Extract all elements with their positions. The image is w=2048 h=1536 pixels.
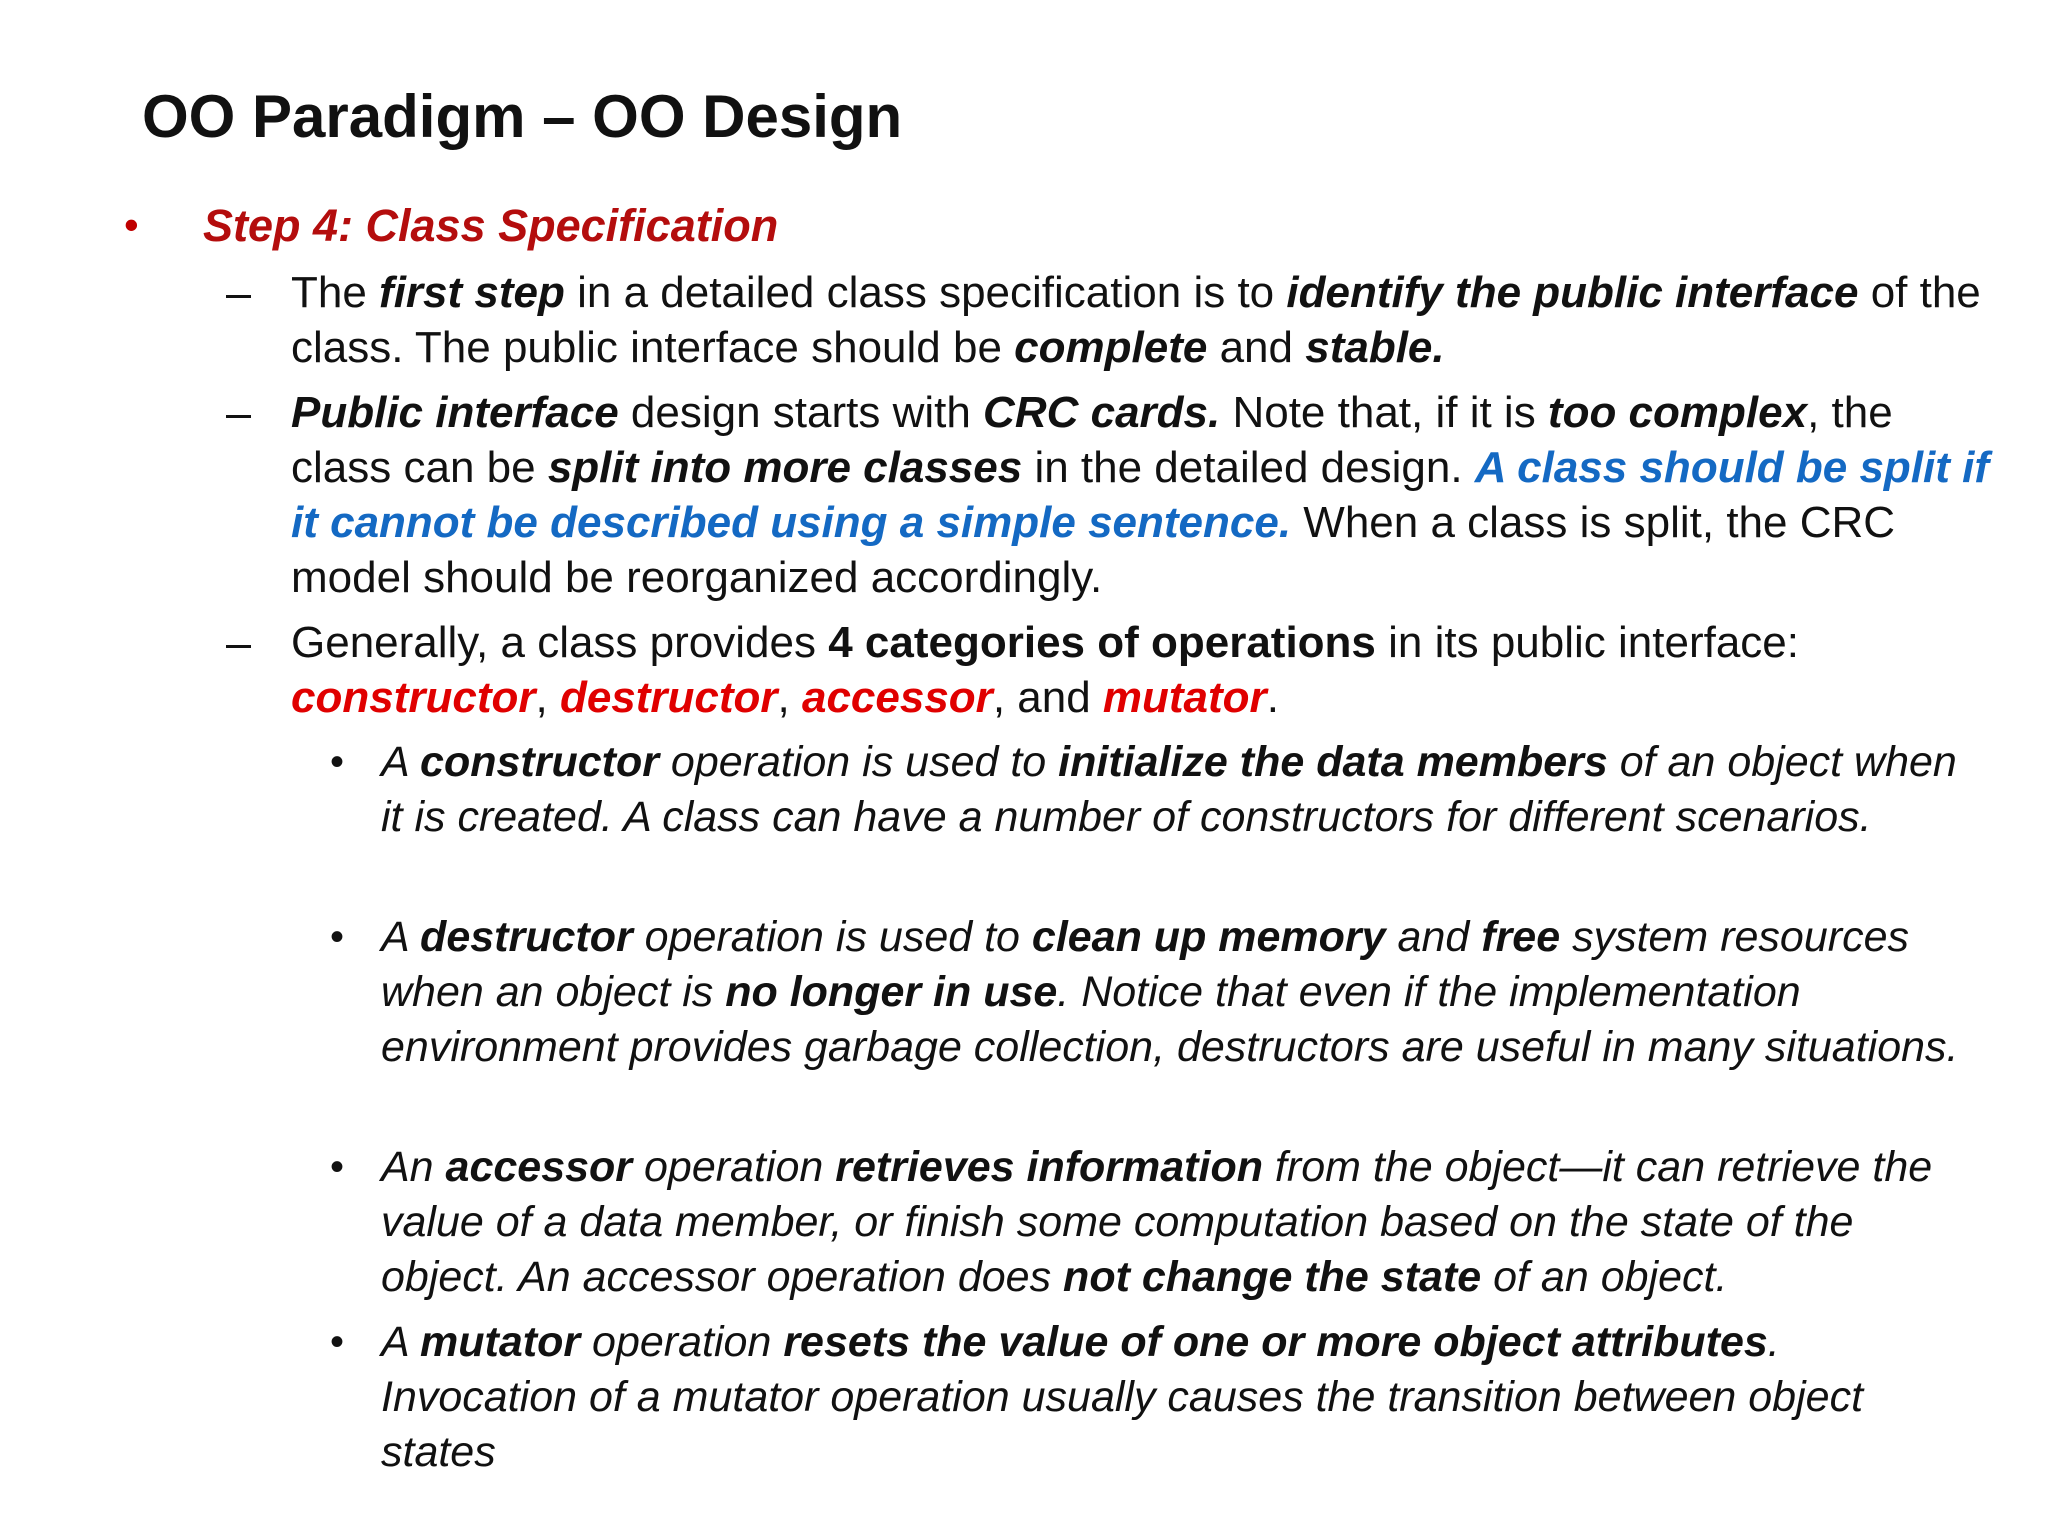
point-text: The first step in a detailed class specification is to identify the public interface of the class. The public interface should be complete and stable.	[291, 268, 1981, 372]
slide-title: OO Paradigm – OO Design	[142, 83, 903, 150]
operation-text: A constructor operation is used to initialize the data members of an object when it is created. A class can have a number of constructors for different scenarios.	[381, 738, 1957, 841]
keyword: complete	[1014, 323, 1208, 372]
keyword: clean up memory	[1031, 913, 1386, 961]
keyword: not change the state	[1063, 1253, 1482, 1301]
dash-icon: –	[226, 267, 252, 318]
keyword: 4 categories of operations	[828, 618, 1376, 667]
keyword: stable.	[1305, 323, 1445, 372]
dash-icon: –	[226, 387, 252, 438]
category-destructor: destructor	[559, 673, 778, 722]
keyword: initialize the data members	[1058, 738, 1608, 786]
bullet-icon: •	[330, 740, 345, 784]
keyword: destructor	[420, 913, 633, 961]
keyword: too complex	[1547, 388, 1808, 437]
keyword: Public interface	[291, 388, 619, 437]
bullet-icon: •	[330, 1320, 345, 1364]
keyword: constructor	[420, 738, 659, 786]
highlight-sentence: A class should be split if it cannot be described using a simple sentence.	[291, 443, 1990, 547]
bullet-icon: •	[330, 1145, 345, 1189]
dash-icon: –	[226, 617, 252, 668]
category-mutator: mutator	[1102, 673, 1267, 722]
keyword: accessor	[445, 1143, 633, 1191]
keyword: first step	[379, 268, 565, 317]
operation-text: A destructor operation is used to clean up memory and free system resources when an object is no longer in use. Notice that even if the implementation environment provides garbage collection, destructors are useful in many situations.	[381, 913, 1959, 1071]
keyword: no longer in use	[725, 968, 1058, 1016]
category-constructor: constructor	[291, 673, 536, 722]
step-heading: Step 4: Class Specification	[203, 200, 779, 251]
operation-text: An accessor operation retrieves information from the object—it can retrieve the value of a data member, or finish some computation based on the state of the object. An accessor operation does not change the state of an object.	[381, 1143, 1933, 1301]
keyword: free	[1481, 913, 1561, 961]
bullet-icon: •	[330, 915, 345, 959]
point-text: Public interface design starts with CRC cards. Note that, if it is too complex, the class can be split into more classes in the detailed design. A class should be split if it cannot be described using a simple sentence. When a class is split, the CRC model should be reorganized accordingly.	[291, 388, 1990, 602]
keyword: mutator	[420, 1318, 581, 1366]
keyword: CRC cards.	[983, 388, 1221, 437]
operation-text: A mutator operation resets the value of one or more object attributes. Invocation of a mutator operation usually causes the transition between object states	[381, 1318, 1864, 1476]
keyword: identify the public interface	[1286, 268, 1859, 317]
bullet-icon: •	[124, 201, 139, 248]
keyword: split into more classes	[547, 443, 1023, 492]
category-accessor: accessor	[801, 673, 993, 722]
keyword: retrieves information	[835, 1143, 1263, 1191]
point-text: Generally, a class provides 4 categories of operations in its public interface: constructor, destructor, accessor, and mutator.	[291, 618, 1799, 722]
keyword: resets the value of one or more object attributes	[783, 1318, 1768, 1366]
